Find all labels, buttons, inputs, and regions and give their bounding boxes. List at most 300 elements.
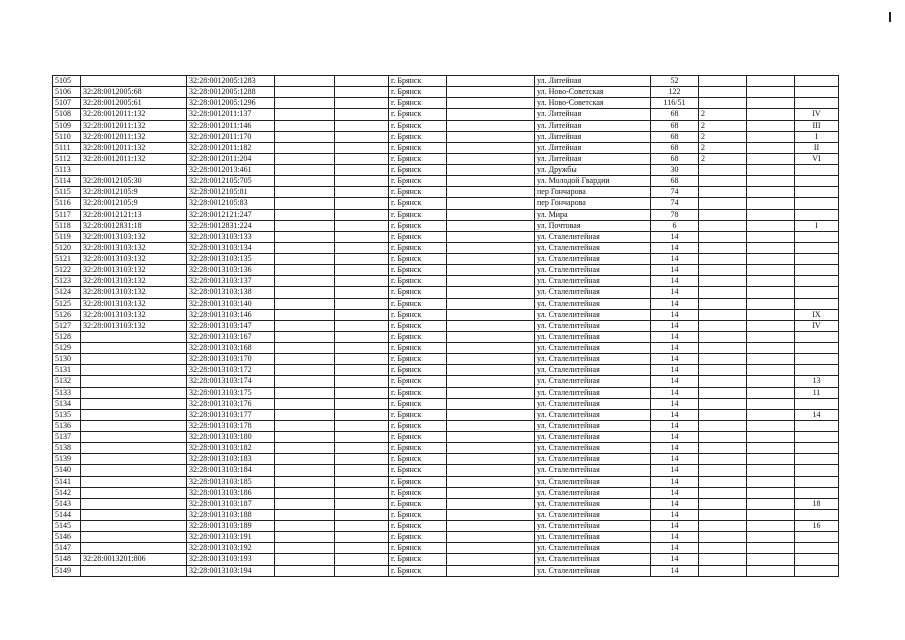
city-cell: г. Брянск: [389, 187, 447, 198]
table-row: [53, 287, 839, 298]
cadastral-number-cell: 32:28:0013103:134: [187, 242, 275, 253]
row-number-cell: 5128: [53, 331, 81, 342]
house-number-cell: 14: [651, 521, 699, 532]
empty-cell-c: [447, 387, 535, 398]
floor-cell: [699, 376, 747, 387]
table-row: [53, 498, 839, 509]
empty-cell-d: [747, 365, 795, 376]
empty-cell-b: [335, 498, 389, 509]
empty-cell-d: [747, 343, 795, 354]
cadastral-number-cell: 32:28:0013103:191: [187, 532, 275, 543]
floor-cell: [699, 87, 747, 98]
city-cell: г. Брянск: [389, 487, 447, 498]
row-number-cell: 5132: [53, 376, 81, 387]
empty-cell-b: [335, 387, 389, 398]
cadastral-number-cell: 32:28:0013103:133: [187, 231, 275, 242]
empty-cell-b: [335, 554, 389, 565]
land-parcel-number-cell: [81, 376, 187, 387]
table-row: [53, 309, 839, 320]
table-row: [53, 387, 839, 398]
empty-cell-c: [447, 265, 535, 276]
empty-cell-a: [275, 320, 335, 331]
house-number-cell: 14: [651, 476, 699, 487]
floor-cell: [699, 220, 747, 231]
street-cell: ул. Сталелитейная: [535, 343, 651, 354]
empty-cell-d: [747, 331, 795, 342]
street-cell: ул. Сталелитейная: [535, 465, 651, 476]
house-number-cell: 14: [651, 309, 699, 320]
cadastral-number-cell: 32:28:0012011:146: [187, 120, 275, 131]
empty-cell-c: [447, 287, 535, 298]
city-cell: г. Брянск: [389, 98, 447, 109]
empty-cell-b: [335, 198, 389, 209]
empty-cell-d: [747, 554, 795, 565]
cadastral-number-cell: 32:28:0013103:140: [187, 298, 275, 309]
street-cell: ул. Сталелитейная: [535, 265, 651, 276]
empty-cell-d: [747, 432, 795, 443]
land-parcel-number-cell: 32:28:0012005:68: [81, 87, 187, 98]
cadastral-number-cell: 32:28:0013103:188: [187, 509, 275, 520]
empty-cell-a: [275, 242, 335, 253]
land-parcel-number-cell: 32:28:0013103:132: [81, 320, 187, 331]
empty-cell-a: [275, 554, 335, 565]
empty-cell-b: [335, 276, 389, 287]
empty-cell-d: [747, 543, 795, 554]
empty-cell-a: [275, 165, 335, 176]
table-row: [53, 376, 839, 387]
empty-cell-c: [447, 432, 535, 443]
cadastral-number-cell: 32:28:0013103:180: [187, 432, 275, 443]
table-row: [53, 487, 839, 498]
apartment-cell: 18: [795, 498, 839, 509]
table-row: [53, 420, 839, 431]
floor-cell: [699, 176, 747, 187]
row-number-cell: 5130: [53, 354, 81, 365]
city-cell: г. Брянск: [389, 409, 447, 420]
table-row: [53, 76, 839, 87]
city-cell: г. Брянск: [389, 220, 447, 231]
row-number-cell: 5143: [53, 498, 81, 509]
city-cell: г. Брянск: [389, 398, 447, 409]
row-number-cell: 5113: [53, 165, 81, 176]
floor-cell: [699, 231, 747, 242]
apartment-cell: [795, 176, 839, 187]
floor-cell: [699, 465, 747, 476]
house-number-cell: 14: [651, 498, 699, 509]
land-parcel-number-cell: [81, 409, 187, 420]
house-number-cell: 68: [651, 131, 699, 142]
street-cell: ул. Дружбы: [535, 165, 651, 176]
cadastral-number-cell: 32:28:0013103:177: [187, 409, 275, 420]
land-parcel-number-cell: [81, 387, 187, 398]
street-cell: ул. Сталелитейная: [535, 565, 651, 576]
empty-cell-c: [447, 298, 535, 309]
city-cell: г. Брянск: [389, 265, 447, 276]
row-number-cell: 5138: [53, 443, 81, 454]
empty-cell-a: [275, 298, 335, 309]
table-row: [53, 554, 839, 565]
floor-cell: [699, 387, 747, 398]
city-cell: г. Брянск: [389, 254, 447, 265]
floor-cell: 2: [699, 131, 747, 142]
floor-cell: [699, 554, 747, 565]
land-parcel-number-cell: [81, 543, 187, 554]
empty-cell-b: [335, 365, 389, 376]
land-parcel-number-cell: 32:28:0013103:132: [81, 298, 187, 309]
street-cell: ул. Литейная: [535, 120, 651, 131]
empty-cell-b: [335, 509, 389, 520]
empty-cell-d: [747, 287, 795, 298]
land-parcel-number-cell: [81, 354, 187, 365]
land-parcel-number-cell: [81, 76, 187, 87]
empty-cell-b: [335, 254, 389, 265]
table-row: [53, 198, 839, 209]
table-row: [53, 320, 839, 331]
empty-cell-c: [447, 420, 535, 431]
empty-cell-a: [275, 309, 335, 320]
street-cell: ул. Сталелитейная: [535, 398, 651, 409]
cadastral-number-cell: 32:28:0013103:172: [187, 365, 275, 376]
floor-cell: [699, 165, 747, 176]
empty-cell-a: [275, 432, 335, 443]
empty-cell-d: [747, 242, 795, 253]
land-parcel-number-cell: 32:28:0012011:132: [81, 120, 187, 131]
house-number-cell: 14: [651, 487, 699, 498]
empty-cell-d: [747, 565, 795, 576]
apartment-cell: [795, 432, 839, 443]
house-number-cell: 14: [651, 387, 699, 398]
street-cell: пер Гончарова: [535, 187, 651, 198]
empty-cell-b: [335, 532, 389, 543]
table-row: [53, 465, 839, 476]
empty-cell-b: [335, 131, 389, 142]
empty-cell-d: [747, 387, 795, 398]
empty-cell-d: [747, 142, 795, 153]
empty-cell-a: [275, 365, 335, 376]
floor-cell: [699, 265, 747, 276]
house-number-cell: 116/51: [651, 98, 699, 109]
empty-cell-d: [747, 265, 795, 276]
empty-cell-b: [335, 98, 389, 109]
house-number-cell: 14: [651, 265, 699, 276]
apartment-cell: [795, 476, 839, 487]
apartment-cell: [795, 465, 839, 476]
land-parcel-number-cell: [81, 432, 187, 443]
empty-cell-d: [747, 87, 795, 98]
table-row: [53, 220, 839, 231]
row-number-cell: 5135: [53, 409, 81, 420]
row-number-cell: 5124: [53, 287, 81, 298]
empty-cell-c: [447, 98, 535, 109]
street-cell: ул. Сталелитейная: [535, 354, 651, 365]
empty-cell-d: [747, 176, 795, 187]
empty-cell-b: [335, 120, 389, 131]
table-row: [53, 476, 839, 487]
house-number-cell: 14: [651, 320, 699, 331]
house-number-cell: 14: [651, 276, 699, 287]
table-row: [53, 532, 839, 543]
empty-cell-d: [747, 153, 795, 164]
floor-cell: [699, 420, 747, 431]
city-cell: г. Брянск: [389, 465, 447, 476]
empty-cell-c: [447, 554, 535, 565]
empty-cell-b: [335, 165, 389, 176]
apartment-cell: III: [795, 120, 839, 131]
city-cell: г. Брянск: [389, 231, 447, 242]
floor-cell: [699, 320, 747, 331]
empty-cell-b: [335, 376, 389, 387]
city-cell: г. Брянск: [389, 109, 447, 120]
table-row: [53, 187, 839, 198]
street-cell: ул. Сталелитейная: [535, 487, 651, 498]
cadastral-number-cell: 32:28:0013103:193: [187, 554, 275, 565]
apartment-cell: [795, 354, 839, 365]
city-cell: г. Брянск: [389, 509, 447, 520]
empty-cell-c: [447, 532, 535, 543]
apartment-cell: IX: [795, 309, 839, 320]
row-number-cell: 5110: [53, 131, 81, 142]
land-parcel-number-cell: 32:28:0012005:61: [81, 98, 187, 109]
row-number-cell: 5146: [53, 532, 81, 543]
street-cell: пер Гончарова: [535, 198, 651, 209]
apartment-cell: [795, 165, 839, 176]
land-parcel-number-cell: 32:28:0012011:132: [81, 142, 187, 153]
apartment-cell: [795, 87, 839, 98]
empty-cell-c: [447, 165, 535, 176]
house-number-cell: 14: [651, 298, 699, 309]
empty-cell-b: [335, 432, 389, 443]
cadastral-number-cell: 32:28:0013103:185: [187, 476, 275, 487]
house-number-cell: 14: [651, 565, 699, 576]
floor-cell: [699, 432, 747, 443]
land-parcel-number-cell: [81, 454, 187, 465]
cadastral-number-cell: 32:28:0013103:176: [187, 398, 275, 409]
empty-cell-a: [275, 220, 335, 231]
city-cell: г. Брянск: [389, 276, 447, 287]
empty-cell-c: [447, 487, 535, 498]
house-number-cell: 14: [651, 242, 699, 253]
cadastral-number-cell: 32:28:0013103:137: [187, 276, 275, 287]
empty-cell-c: [447, 465, 535, 476]
street-cell: ул. Сталелитейная: [535, 454, 651, 465]
floor-cell: [699, 254, 747, 265]
city-cell: г. Брянск: [389, 242, 447, 253]
apartment-cell: [795, 565, 839, 576]
empty-cell-d: [747, 109, 795, 120]
empty-cell-b: [335, 242, 389, 253]
street-cell: ул. Сталелитейная: [535, 365, 651, 376]
row-number-cell: 5112: [53, 153, 81, 164]
row-number-cell: 5120: [53, 242, 81, 253]
street-cell: ул. Литейная: [535, 76, 651, 87]
empty-cell-d: [747, 131, 795, 142]
house-number-cell: 14: [651, 543, 699, 554]
row-number-cell: 5123: [53, 276, 81, 287]
cadastral-number-cell: 32:28:0013103:168: [187, 343, 275, 354]
apartment-cell: [795, 554, 839, 565]
house-number-cell: 68: [651, 109, 699, 120]
empty-cell-c: [447, 198, 535, 209]
land-parcel-number-cell: [81, 521, 187, 532]
floor-cell: [699, 409, 747, 420]
empty-cell-a: [275, 76, 335, 87]
empty-cell-d: [747, 420, 795, 431]
row-number-cell: 5129: [53, 343, 81, 354]
land-parcel-number-cell: [81, 498, 187, 509]
house-number-cell: 52: [651, 76, 699, 87]
land-parcel-number-cell: 32:28:0013103:132: [81, 309, 187, 320]
row-number-cell: 5106: [53, 87, 81, 98]
empty-cell-c: [447, 454, 535, 465]
city-cell: г. Брянск: [389, 365, 447, 376]
cadastral-number-cell: 32:28:0012011:182: [187, 142, 275, 153]
land-parcel-number-cell: [81, 365, 187, 376]
cadastral-number-cell: 32:28:0012011:170: [187, 131, 275, 142]
row-number-cell: 5141: [53, 476, 81, 487]
land-parcel-number-cell: [81, 487, 187, 498]
floor-cell: [699, 354, 747, 365]
empty-cell-a: [275, 565, 335, 576]
empty-cell-b: [335, 298, 389, 309]
empty-cell-a: [275, 331, 335, 342]
table-row: [53, 120, 839, 131]
empty-cell-c: [447, 543, 535, 554]
house-number-cell: 14: [651, 376, 699, 387]
street-cell: ул. Сталелитейная: [535, 543, 651, 554]
city-cell: г. Брянск: [389, 165, 447, 176]
house-number-cell: 14: [651, 532, 699, 543]
apartment-cell: [795, 298, 839, 309]
empty-cell-d: [747, 98, 795, 109]
empty-cell-d: [747, 354, 795, 365]
land-parcel-number-cell: [81, 165, 187, 176]
table-row: [53, 521, 839, 532]
row-number-cell: 5117: [53, 209, 81, 220]
city-cell: г. Брянск: [389, 498, 447, 509]
street-cell: ул. Молодой Гвардии: [535, 176, 651, 187]
empty-cell-a: [275, 420, 335, 431]
row-number-cell: 5131: [53, 365, 81, 376]
empty-cell-a: [275, 87, 335, 98]
city-cell: г. Брянск: [389, 198, 447, 209]
apartment-cell: I: [795, 131, 839, 142]
apartment-cell: [795, 198, 839, 209]
apartment-cell: [795, 331, 839, 342]
street-cell: ул. Сталелитейная: [535, 320, 651, 331]
apartment-cell: [795, 209, 839, 220]
empty-cell-d: [747, 521, 795, 532]
city-cell: г. Брянск: [389, 354, 447, 365]
row-number-cell: 5148: [53, 554, 81, 565]
land-parcel-number-cell: 32:28:0013103:132: [81, 276, 187, 287]
city-cell: г. Брянск: [389, 331, 447, 342]
table-row: [53, 142, 839, 153]
land-parcel-number-cell: 32:28:0012105:9: [81, 198, 187, 209]
apartment-cell: 11: [795, 387, 839, 398]
street-cell: ул. Сталелитейная: [535, 521, 651, 532]
house-number-cell: 14: [651, 287, 699, 298]
floor-cell: [699, 521, 747, 532]
empty-cell-c: [447, 309, 535, 320]
empty-cell-d: [747, 454, 795, 465]
cadastral-number-cell: 32:28:0013103:136: [187, 265, 275, 276]
house-number-cell: 68: [651, 120, 699, 131]
table-row: [53, 231, 839, 242]
floor-cell: 2: [699, 142, 747, 153]
table-row: [53, 165, 839, 176]
floor-cell: [699, 565, 747, 576]
table-row: [53, 176, 839, 187]
cadastral-number-cell: 32:28:0013103:186: [187, 487, 275, 498]
empty-cell-b: [335, 476, 389, 487]
cadastral-number-cell: 32:28:0013103:187: [187, 498, 275, 509]
street-cell: ул. Сталелитейная: [535, 498, 651, 509]
empty-cell-a: [275, 109, 335, 120]
cadastral-number-cell: 32:28:0013103:192: [187, 543, 275, 554]
floor-cell: [699, 532, 747, 543]
land-parcel-number-cell: 32:28:0013103:132: [81, 265, 187, 276]
table-body: [53, 76, 839, 577]
empty-cell-b: [335, 176, 389, 187]
floor-cell: [699, 543, 747, 554]
land-parcel-number-cell: 32:28:0013103:132: [81, 231, 187, 242]
cadastral-number-cell: 32:28:0013103:182: [187, 443, 275, 454]
cadastral-number-cell: 32:28:0013103:147: [187, 320, 275, 331]
row-number-cell: 5119: [53, 231, 81, 242]
empty-cell-d: [747, 476, 795, 487]
table-row: [53, 443, 839, 454]
table-row: [53, 298, 839, 309]
table-row: [53, 331, 839, 342]
empty-cell-b: [335, 409, 389, 420]
floor-cell: [699, 343, 747, 354]
empty-cell-a: [275, 354, 335, 365]
city-cell: г. Брянск: [389, 76, 447, 87]
apartment-cell: I: [795, 220, 839, 231]
empty-cell-d: [747, 298, 795, 309]
empty-cell-c: [447, 409, 535, 420]
table-row: [53, 209, 839, 220]
empty-cell-c: [447, 120, 535, 131]
floor-cell: [699, 331, 747, 342]
empty-cell-d: [747, 509, 795, 520]
empty-cell-b: [335, 309, 389, 320]
house-number-cell: 68: [651, 176, 699, 187]
cadastral-number-cell: 32:28:0013103:178: [187, 420, 275, 431]
empty-cell-b: [335, 76, 389, 87]
city-cell: г. Брянск: [389, 320, 447, 331]
floor-cell: [699, 309, 747, 320]
land-parcel-number-cell: [81, 476, 187, 487]
row-number-cell: 5134: [53, 398, 81, 409]
house-number-cell: 14: [651, 343, 699, 354]
table-row: [53, 398, 839, 409]
cadastral-number-cell: 32:28:0013103:167: [187, 331, 275, 342]
empty-cell-a: [275, 187, 335, 198]
floor-cell: [699, 398, 747, 409]
empty-cell-b: [335, 398, 389, 409]
house-number-cell: 14: [651, 432, 699, 443]
apartment-cell: [795, 543, 839, 554]
house-number-cell: 74: [651, 187, 699, 198]
cadastral-number-cell: 32:28:0013103:184: [187, 465, 275, 476]
cadastral-number-cell: 32:28:0012105:83: [187, 198, 275, 209]
row-number-cell: 5121: [53, 254, 81, 265]
table-row: [53, 432, 839, 443]
city-cell: г. Брянск: [389, 142, 447, 153]
row-number-cell: 5122: [53, 265, 81, 276]
street-cell: ул. Литейная: [535, 109, 651, 120]
